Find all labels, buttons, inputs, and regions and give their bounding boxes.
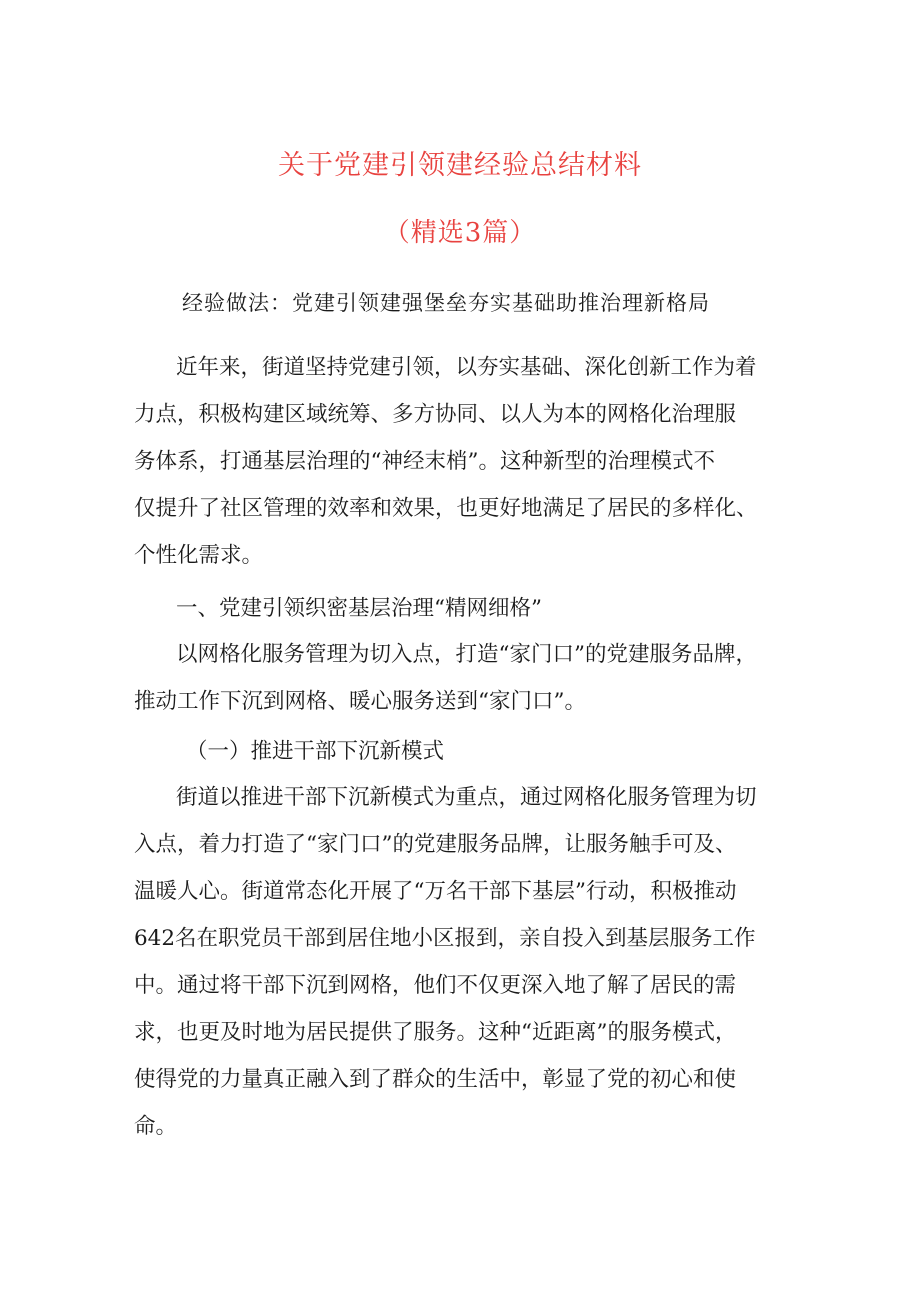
paragraph-line: 642名在职党员干部到居住地小区报到，亲自投入到基层服务工作 xyxy=(134,926,756,951)
section-title: 一、党建引领织密基层治理“精网细格” xyxy=(176,596,542,621)
subsection-title: （一）推进干部下沉新模式 xyxy=(186,739,445,764)
paragraph-line: 个性化需求。 xyxy=(134,543,264,568)
paragraph-line: 入点，着力打造了“家门口”的党建服务品牌，让服务触手可及、 xyxy=(134,832,737,857)
paragraph-line: 温暖人心。街道常态化开展了“万名干部下基层”行动，积极推动 xyxy=(134,879,737,904)
section-paragraph xyxy=(134,631,794,725)
paragraph-line: 以网格化服务管理为切入点，打造“家门口”的党建服务品牌， xyxy=(176,642,757,667)
document-title: 关于党建引领建经验总结材料 xyxy=(278,150,642,181)
paragraph-line: 仅提升了社区管理的效率和效果，也更好地满足了居民的多样化、 xyxy=(134,496,758,521)
subsection-paragraph xyxy=(134,774,794,1150)
paragraph-line: 街道以推进干部下沉新模式为重点，通过网格化服务管理为切 xyxy=(176,785,757,810)
article-heading: 经验做法：党建引领建强堡垒夯实基础助推治理新格局 xyxy=(182,291,710,315)
paragraph-line: 推动工作下沉到网格、暖心服务送到“家门口”。 xyxy=(134,689,586,714)
paragraph-line: 近年来，街道坚持党建引领，以夯实基础、深化创新工作为着 xyxy=(176,355,757,380)
paragraph-line: 求，也更及时地为居民提供了服务。这种“近距离”的服务模式， xyxy=(134,1020,737,1045)
intro-paragraph xyxy=(134,344,794,579)
paragraph-line: 命。 xyxy=(134,1114,178,1139)
paragraph-line: 力点，积极构建区域统筹、多方协同、以人为本的网格化治理服 xyxy=(134,402,737,427)
paragraph-line: 使得党的力量真正融入到了群众的生活中，彰显了党的初心和使 xyxy=(134,1067,737,1092)
paragraph-line: 中。通过将干部下沉到网格，他们不仅更深入地了解了居民的需 xyxy=(134,973,737,998)
paragraph-line: 务体系，打通基层治理的“神经末梢”。这种新型的治理模式不 xyxy=(134,449,715,474)
document-subtitle: （精选3篇） xyxy=(383,218,537,248)
